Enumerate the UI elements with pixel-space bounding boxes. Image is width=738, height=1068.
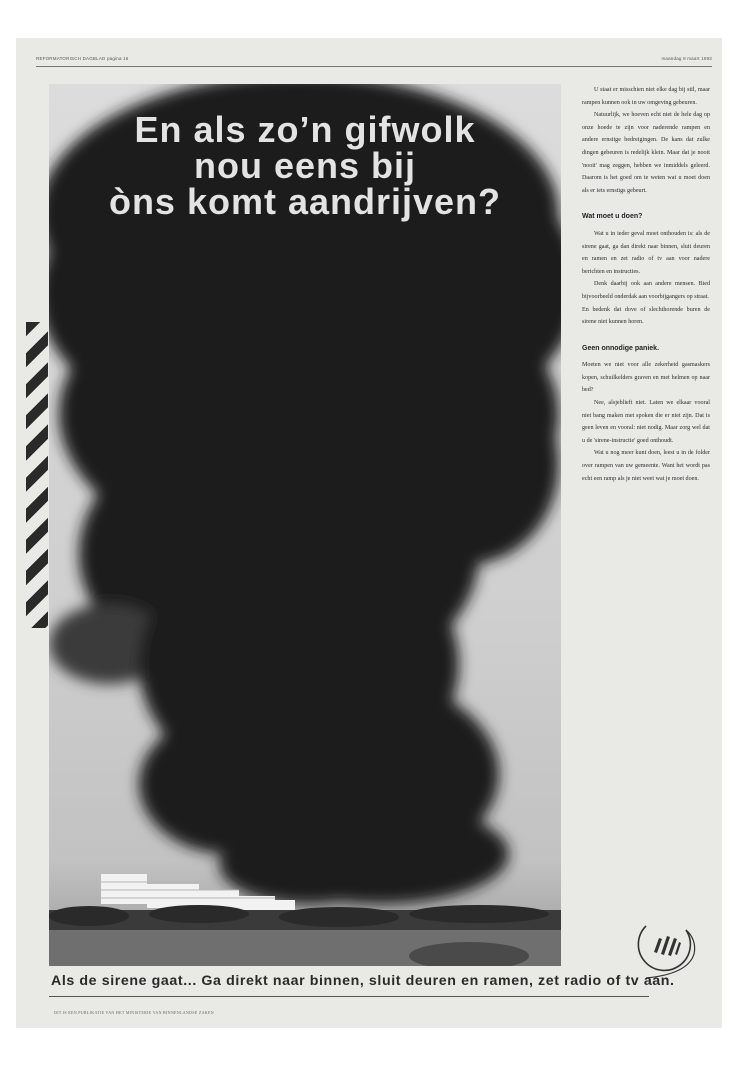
headline-line-1: En als zo’n gifwolk: [134, 109, 476, 150]
masthead-newspaper: REFORMATORISCH DAGBLAD pagina 16: [36, 56, 129, 61]
headline-line-2: nou eens bij: [193, 145, 417, 186]
newspaper-page: [16, 38, 722, 1028]
smoke-cloud-photo: [49, 84, 561, 966]
hazard-stripes: [26, 322, 48, 628]
masthead: [36, 56, 712, 67]
text-column: [582, 84, 710, 485]
headline-line-3: òns komt aandrijven?: [108, 181, 502, 222]
publisher-footer: DIT IS EEN PUBLIKATIE VAN HET MINISTERIE VAN BINNENLANDSE ZAKEN: [54, 1010, 214, 1015]
intro-paragraph-1: U staat er misschien niet elke dag bij stil, maar rampen kunnen ook in uw omgeving gebeuren.: [582, 87, 710, 106]
intro-paragraph-2: Natuurlijk, we hoeven echt niet de hele dag op onze hoede te zijn voor naderende rampen en andere ernstige bedreigingen. De kans dat zulke dingen gebeuren is redelijk klein. Maar dat je nooit 'nooit' mag zeggen, hebben we inmiddels geleerd. Daarom is het goed om te weten wat u moet doen als er iets ernstigs gebeurt.: [582, 112, 710, 194]
section2-paragraph-1: Moeten we niet voor alle zekerheid gasmaskers kopen, schuilkelders graven en met helmen op naar bed?: [582, 362, 710, 394]
headline: [49, 109, 561, 222]
section-heading-geen-onnodige-paniek: Geen onnodige paniek.: [582, 344, 660, 352]
tagline-rule: [49, 996, 649, 997]
masthead-date: maandag 8 maart 1993: [661, 56, 712, 61]
section-heading-wat-moet-u-doen: Wat moet u doen?: [582, 213, 643, 221]
section2-paragraph-3: Wat u nog meer kunt doen, leest u in de folder over rampen van uw gemeente. Want het wordt pas echt een ramp als je niet weet wat je moet doen.: [582, 450, 710, 482]
tagline: Als de sirene gaat... Ga direkt naar binnen, sluit deuren en ramen, zet radio of tv aan.: [51, 973, 675, 989]
section1-paragraph-1: Wat u in ieder geval moet onthouden is: als de sirene gaat, ga dan direkt naar binnen, sluit deuren en ramen en zet radio of tv aan voor nadere berichten en instructies.: [582, 230, 710, 275]
section1-paragraph-2: Denk daarbij ook aan andere mensen. Bied bijvoorbeeld onderdak aan voorbijgangers op straat.: [582, 281, 710, 300]
section2-paragraph-2: Nee, alsjeblieft niet. Laten we elkaar vooral niet bang maken met spoken die er niet zijn. Dat is geen leven en vooral: niet nodig. Maar zorg wel dat u de 'sirene-instructie' goed onthoudt.: [582, 400, 710, 444]
section1-paragraph-3: En bedenk dat dove of slechthorende buren de sirene niet kunnen horen.: [582, 306, 710, 326]
